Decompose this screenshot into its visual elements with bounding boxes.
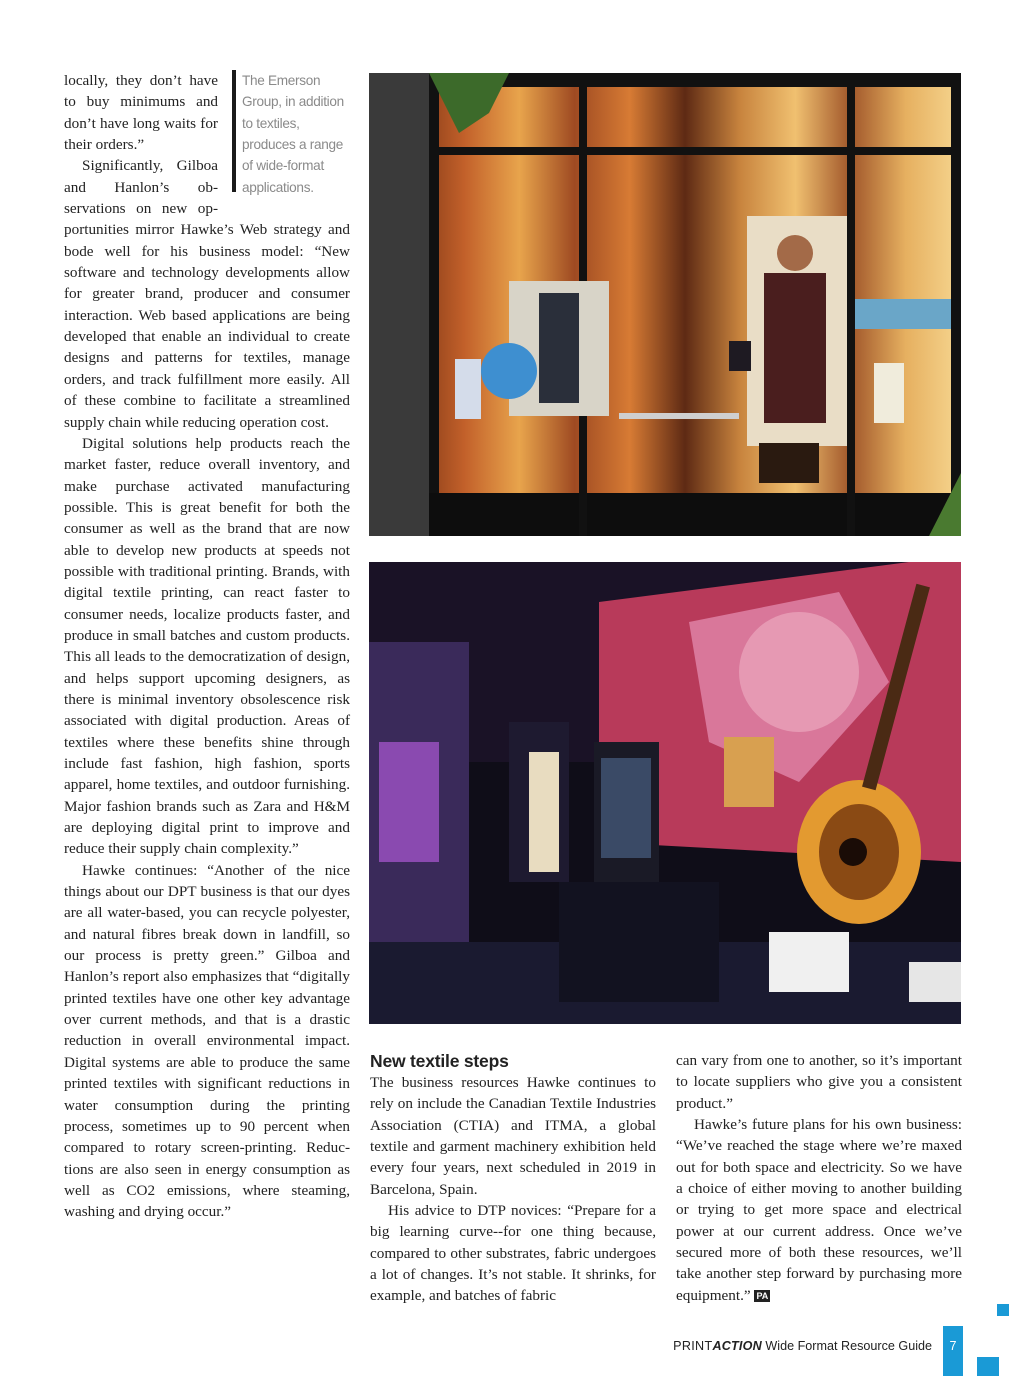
storefront-window-illustration: [369, 73, 961, 536]
article-column-left: [64, 70, 350, 1223]
article-column-middle: [370, 1050, 656, 1307]
body-paragraph: can vary from one to another, so it’s important to locate suppliers who give you a consistent product.”: [676, 1052, 962, 1112]
body-paragraph: [676, 1114, 962, 1306]
body-paragraph: locally, they don’t have to buy minimums and don’t have long waits for their orders.”: [64, 72, 218, 154]
body-paragraph: The business resources Hawke continues to rely on include the Canadian Textile Industries Association (CTIA) and ITMA, a global textile and garment machinery exhibition held every four years, next scheduled in 2019 in Barcelona, Spain.: [370, 1074, 656, 1198]
body-paragraph: Significantly, Gilboa and Hanlon’s observations on new opportunities mirror Hawke’s Web strategy and bode well for his business model: “New software and technology developments allow for greater brand, producer and consumer interaction. Web based applications are being developed that enable an individual to create designs and patterns for textiles, manage orders, and track fulfillment more easily. All of these combine to facilitate a streamlined supply chain while reducing operation cost.: [64, 157, 350, 431]
pull-quote: The Emerson Group, in addition to textiles, produces a range of wide-format applications.: [232, 70, 350, 192]
body-paragraph: His advice to DTP novices: “Prepare for a big learning curve--for one thing because, compared to other substrates, fabric undergoes a lot of changes. It’s not stable. It shrinks, for example, and batches of fabric: [370, 1202, 656, 1305]
section-heading: New textile steps: [370, 1051, 509, 1071]
decorative-square: [977, 1357, 999, 1376]
page-number: 7: [949, 1339, 957, 1353]
closing-paragraph-text: Hawke’s future plans for his own business: “We’ve reached the stage where we’re maxed out for both space and electricity. So we have a choice of either moving to another building or trying to get more space and electrical power at our current address. Once we’ve secured more of both these resources, we’ll take another step forward by purchasing more equipment.”: [676, 1116, 962, 1304]
music-exhibit-illustration: [369, 562, 961, 1024]
body-paragraph: Digital solutions help products reach the market faster, reduce overall inventory, and make purchase activated manufacturing possible. This is great benefit for both the consumer as well as the brand that are now able to develop new products at speeds not possible with traditional printing. Brands, with digital textile printing, can react faster to consumer needs, localize products faster, and produce in small batches and custom products. This all leads to the democratization of design, and helps support upcoming designers, as there is minimal inventory obsolescence risk associated with digital production. Areas of textiles where these benefits shine through include fast fashion, high fashion, sports apparel, home textiles, and outdoor furnishing. Major fashion brands such as Zara and H&M are deploying digital print to improve and reduce their supply chain complexity.”: [64, 434, 350, 858]
article-column-right: [676, 1050, 962, 1306]
decorative-square: [997, 1304, 1009, 1316]
music-exhibit-photo: [369, 562, 961, 1024]
storefront-window-photo: [369, 73, 961, 536]
footer-brand-action: ACTION: [712, 1339, 762, 1353]
body-paragraph: Hawke continues: “Another of the nice things about our DPT business is that our dyes are all water-based, you can recycle polyester, and natural fibres break down in landfill, so our process is pretty green.” Gilboa and Hanlon’s report also emphasizes that “digitally printed textiles have one other key advantage over current methods, and that is a drastic reduction in overall environmental impact. Digital systems are able to produce the same printed textiles with significant reductions in water consumption during the printing process, sometimes up to 90 percent when compared to rotary screen-printing. Reductions are also seen in energy consumption as well as CO2 emissions, where steaming, washing and drying occur.”: [64, 861, 350, 1221]
end-of-article-mark: PA: [756, 1290, 769, 1301]
footer-publication-title: [673, 1339, 932, 1353]
footer-brand-print: PRINT: [673, 1339, 713, 1353]
footer-guide-title: Wide Format Resource Guide: [761, 1339, 932, 1353]
